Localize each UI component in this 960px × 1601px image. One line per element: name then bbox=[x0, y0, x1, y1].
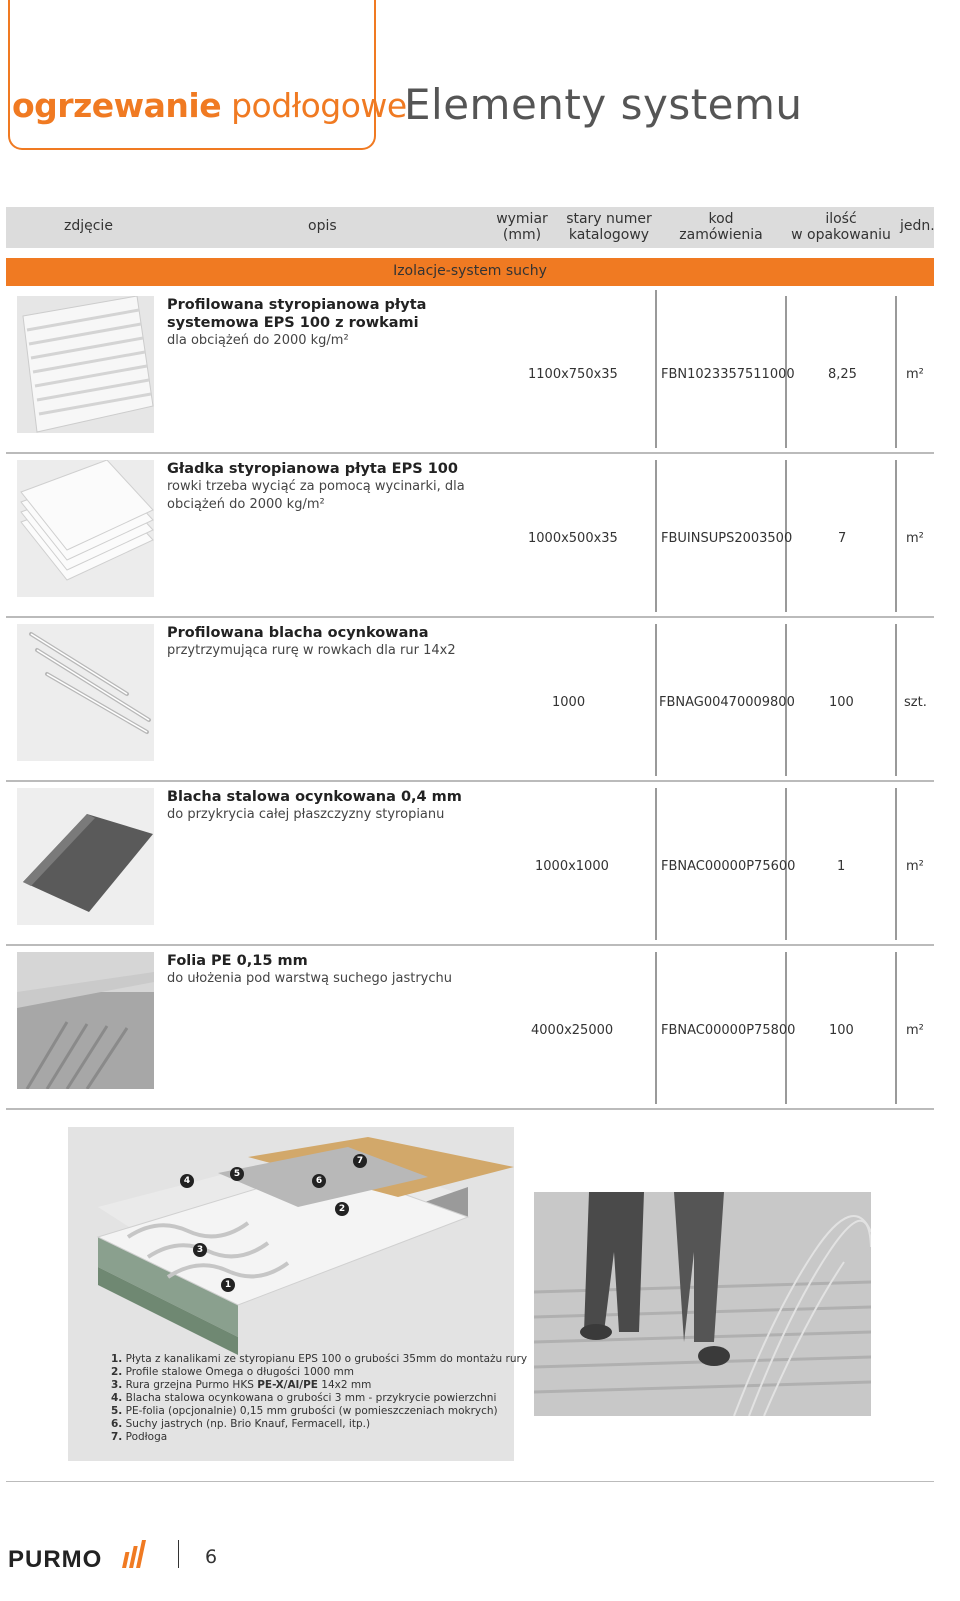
product-dimension: 4000x25000 bbox=[531, 1023, 614, 1038]
footer-divider bbox=[178, 1540, 179, 1568]
product-photo bbox=[17, 296, 154, 433]
divider bbox=[895, 952, 897, 1104]
legend-item: 3. Rura grzejna Purmo HKS PE-X/Al/PE 14x2 mm bbox=[111, 1379, 372, 1391]
legend-item: 4. Blacha stalowa ocynkowana o grubości 3 mm - przykrycie powierzchni bbox=[111, 1392, 497, 1404]
product-description: do przykrycia całej płaszczyzny styropianu bbox=[167, 807, 445, 822]
brand-title bbox=[12, 86, 407, 125]
legend-item: 6. Suchy jastrych (np. Brio Knauf, Fermacell, itp.) bbox=[111, 1418, 371, 1430]
brand-title-bold: ogrzewanie bbox=[12, 86, 222, 125]
product-qty: 8,25 bbox=[828, 367, 857, 382]
diagram-marker: 1 bbox=[221, 1278, 235, 1292]
diagram-legend bbox=[111, 1353, 527, 1444]
product-code: FBNAG00470009800 bbox=[659, 695, 795, 710]
col-description: opis bbox=[308, 218, 337, 234]
col-photo: zdjęcie bbox=[64, 218, 113, 234]
product-photo bbox=[17, 460, 154, 597]
product-name: Profilowana blacha ocynkowana bbox=[167, 625, 429, 641]
product-dimension: 1100x750x35 bbox=[528, 367, 618, 382]
divider bbox=[655, 624, 657, 776]
product-row bbox=[6, 946, 934, 1110]
product-name: Blacha stalowa ocynkowana 0,4 mm bbox=[167, 789, 462, 805]
product-unit: szt. bbox=[904, 695, 927, 710]
row-separator bbox=[6, 1108, 934, 1110]
divider bbox=[655, 290, 657, 448]
product-description: przytrzymująca rurę w rowkach dla rur 14x2 bbox=[167, 643, 456, 658]
product-name: Gładka styropianowa płyta EPS 100 bbox=[167, 461, 458, 477]
brand-title-light: podłogowe bbox=[231, 86, 407, 125]
product-description: rowki trzeba wyciąć za pomocą wycinarki, dla obciążeń do 2000 kg/m² bbox=[167, 479, 465, 512]
page-title: Elementy systemu bbox=[404, 80, 803, 129]
divider bbox=[895, 624, 897, 776]
col-unit: jedn. bbox=[900, 218, 935, 234]
divider bbox=[895, 788, 897, 940]
product-description: dla obciążeń do 2000 kg/m² bbox=[167, 333, 349, 348]
section-title: Izolacje-system suchy bbox=[393, 263, 547, 279]
product-photo bbox=[17, 788, 154, 925]
divider bbox=[655, 460, 657, 612]
col-pack-qty: ilość w opakowaniu bbox=[791, 211, 891, 243]
product-code: FBUINSUPS2003500 bbox=[661, 531, 793, 546]
legend-item: 2. Profile stalowe Omega o długości 1000 mm bbox=[111, 1366, 354, 1378]
bottom-divider bbox=[6, 1481, 934, 1482]
product-photo bbox=[17, 952, 154, 1089]
product-code: FBN1023357511000 bbox=[661, 367, 795, 382]
diagram-marker: 3 bbox=[193, 1243, 207, 1257]
col-old-number: stary numer katalogowy bbox=[566, 211, 652, 243]
product-photo bbox=[17, 624, 154, 761]
product-code: FBNAC00000P75600 bbox=[661, 859, 796, 874]
installation-photo bbox=[534, 1192, 871, 1416]
page-number: 6 bbox=[205, 1546, 218, 1568]
divider bbox=[895, 460, 897, 612]
column-header bbox=[6, 207, 934, 248]
product-qty: 7 bbox=[838, 531, 847, 546]
purmo-logo bbox=[8, 1540, 148, 1574]
logo-text: PURMO bbox=[8, 1546, 103, 1570]
product-row bbox=[6, 454, 934, 618]
product-row bbox=[6, 618, 934, 782]
legend-item: 1. Płyta z kanalikami ze styropianu EPS 100 o grubości 35mm do montażu rury bbox=[111, 1353, 528, 1365]
product-unit: m² bbox=[906, 859, 924, 874]
brand-frame bbox=[8, 0, 376, 150]
product-dimension: 1000 bbox=[552, 695, 586, 710]
product-description: do ułożenia pod warstwą suchego jastrychu bbox=[167, 971, 452, 986]
product-code: FBNAC00000P75800 bbox=[661, 1023, 796, 1038]
product-dimension: 1000x1000 bbox=[535, 859, 609, 874]
product-unit: m² bbox=[906, 531, 924, 546]
diagram-marker: 5 bbox=[230, 1167, 244, 1181]
product-dimension: 1000x500x35 bbox=[528, 531, 618, 546]
legend-item: 7. Podłoga bbox=[111, 1431, 168, 1443]
product-row bbox=[6, 290, 934, 454]
divider bbox=[895, 296, 897, 448]
product-qty: 100 bbox=[829, 1023, 854, 1038]
diagram-marker: 2 bbox=[335, 1202, 349, 1216]
product-qty: 100 bbox=[829, 695, 854, 710]
section-bar bbox=[6, 258, 934, 286]
divider bbox=[655, 788, 657, 940]
diagram-marker: 4 bbox=[180, 1174, 194, 1188]
product-name: Profilowana styropianowa płyta systemowa EPS 100 z rowkami bbox=[167, 297, 427, 331]
product-unit: m² bbox=[906, 1023, 924, 1038]
legend-item: 5. PE-folia (opcjonalnie) 0,15 mm grubości (w pomieszczeniach mokrych) bbox=[111, 1405, 498, 1417]
product-row bbox=[6, 782, 934, 946]
diagram-marker: 7 bbox=[353, 1154, 367, 1168]
divider bbox=[655, 952, 657, 1104]
product-name: Folia PE 0,15 mm bbox=[167, 953, 308, 969]
col-dimension: wymiar (mm) bbox=[496, 211, 548, 243]
product-unit: m² bbox=[906, 367, 924, 382]
col-order-code: kod zamówienia bbox=[679, 211, 763, 243]
diagram-marker: 6 bbox=[312, 1174, 326, 1188]
product-qty: 1 bbox=[837, 859, 846, 874]
